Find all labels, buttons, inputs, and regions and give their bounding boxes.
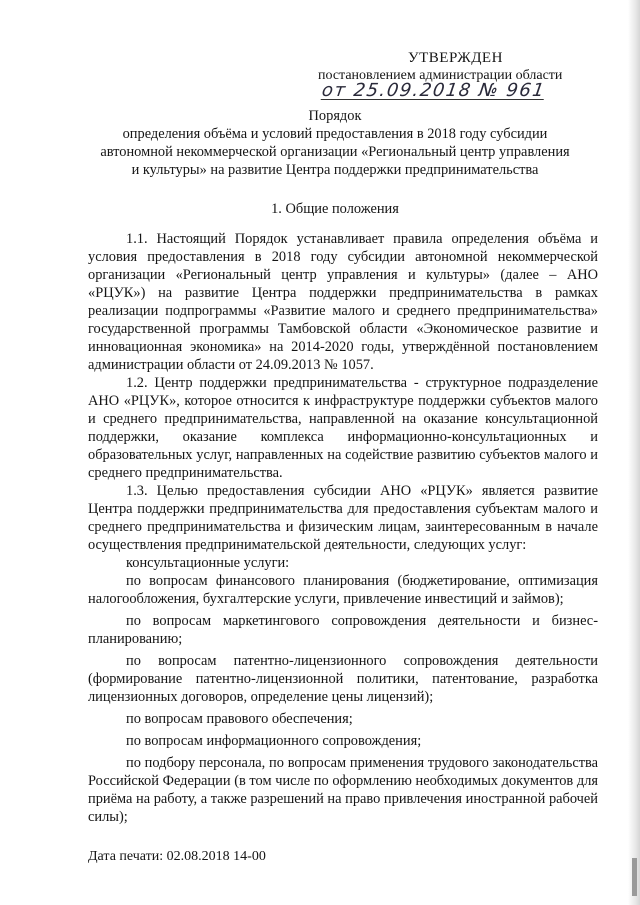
title-line-4: и культуры» на развитие Центра поддержки предпринимательства (131, 162, 539, 178)
paragraph-1-2: 1.2. Центр поддержки предпринимательства - структурное подразделение АНО «РЦУК», которое относится к инфраструктуре поддержки субъектов малого и среднего предпринимательства, направленной на оказание консультационной поддержки, оказание комплекса информационно-консультационных и образовательных услуг, направленных на содействие развитию субъектов малого и среднего предпринимательства. (88, 375, 598, 481)
title-line-2: определения объёма и условий предоставления в 2018 году субсидии (122, 126, 548, 142)
scan-edge-shadow (628, 0, 640, 905)
list-item: по вопросам патентно-лицензионного сопровождения деятельности (формирование патентно-лицензионной политики, патентование, разработка лицензионных договоров, определение цены лицензий); (88, 653, 598, 705)
title-line-1: Порядок (308, 108, 362, 124)
approval-decree-line: постановлением администрации области (318, 68, 563, 83)
list-item: по вопросам маркетингового сопровождения деятельности и бизнес-планированию; (88, 613, 598, 647)
list-item: по вопросам информационного сопровождения; (126, 733, 422, 749)
title-line-3: автономной некоммерческой организации «Региональный центр управления (100, 144, 570, 160)
scan-edge-mark (632, 858, 637, 896)
list-item: по вопросам финансового планирования (бюджетирование, оптимизация налогообложения, бухгалтерские услуги, привлечение инвестиций и займов); (88, 573, 598, 607)
paragraph-1-3: 1.3. Целью предоставления субсидии АНО «РЦУК» является развитие Центра поддержки предпринимательства для предоставления субъектам малого и среднего предпринимательства и физическим лицам, заинтересованным в начале осуществления предпринимательской деятельности, следующих услуг: (88, 483, 598, 553)
approval-stamp-title: УТВЕРЖДЕН (408, 50, 503, 66)
section-heading: 1. Общие положения (271, 201, 399, 217)
list-heading: консультационные услуги: (126, 555, 290, 571)
document-title (90, 107, 580, 179)
handwritten-decree-date (321, 80, 547, 101)
paragraph-1-1: 1.1. Настоящий Порядок устанавливает правила определения объёма и условия предоставления в 2018 году субсидии автономной некоммерческой организации «Региональный центр управления и культуры» (далее – АНО «РЦУК») на развитие Центра поддержки предпринимательства в рамках реализации подпрограммы «Развитие малого и среднего предпринимательства» государственной программы Тамбовской области «Экономическое развитие и инновационная экономика» на 2014-2020 годы, утверждённой постановлением администрации области от 24.09.2013 № 1057. (88, 231, 598, 373)
document-body (88, 226, 598, 826)
print-date: Дата печати: 02.08.2018 14-00 (88, 849, 266, 864)
decree-date-text: от 25.09.2018 № 961 (320, 80, 547, 101)
list-item: по подбору персонала, по вопросам применения трудового законодательства Российской Федерации (в том числе по оформлению необходимых документов для приёма на работу, а также разрешений на право привлечения иностранной рабочей силы); (88, 755, 598, 825)
list-item: по вопросам правового обеспечения; (126, 711, 353, 727)
